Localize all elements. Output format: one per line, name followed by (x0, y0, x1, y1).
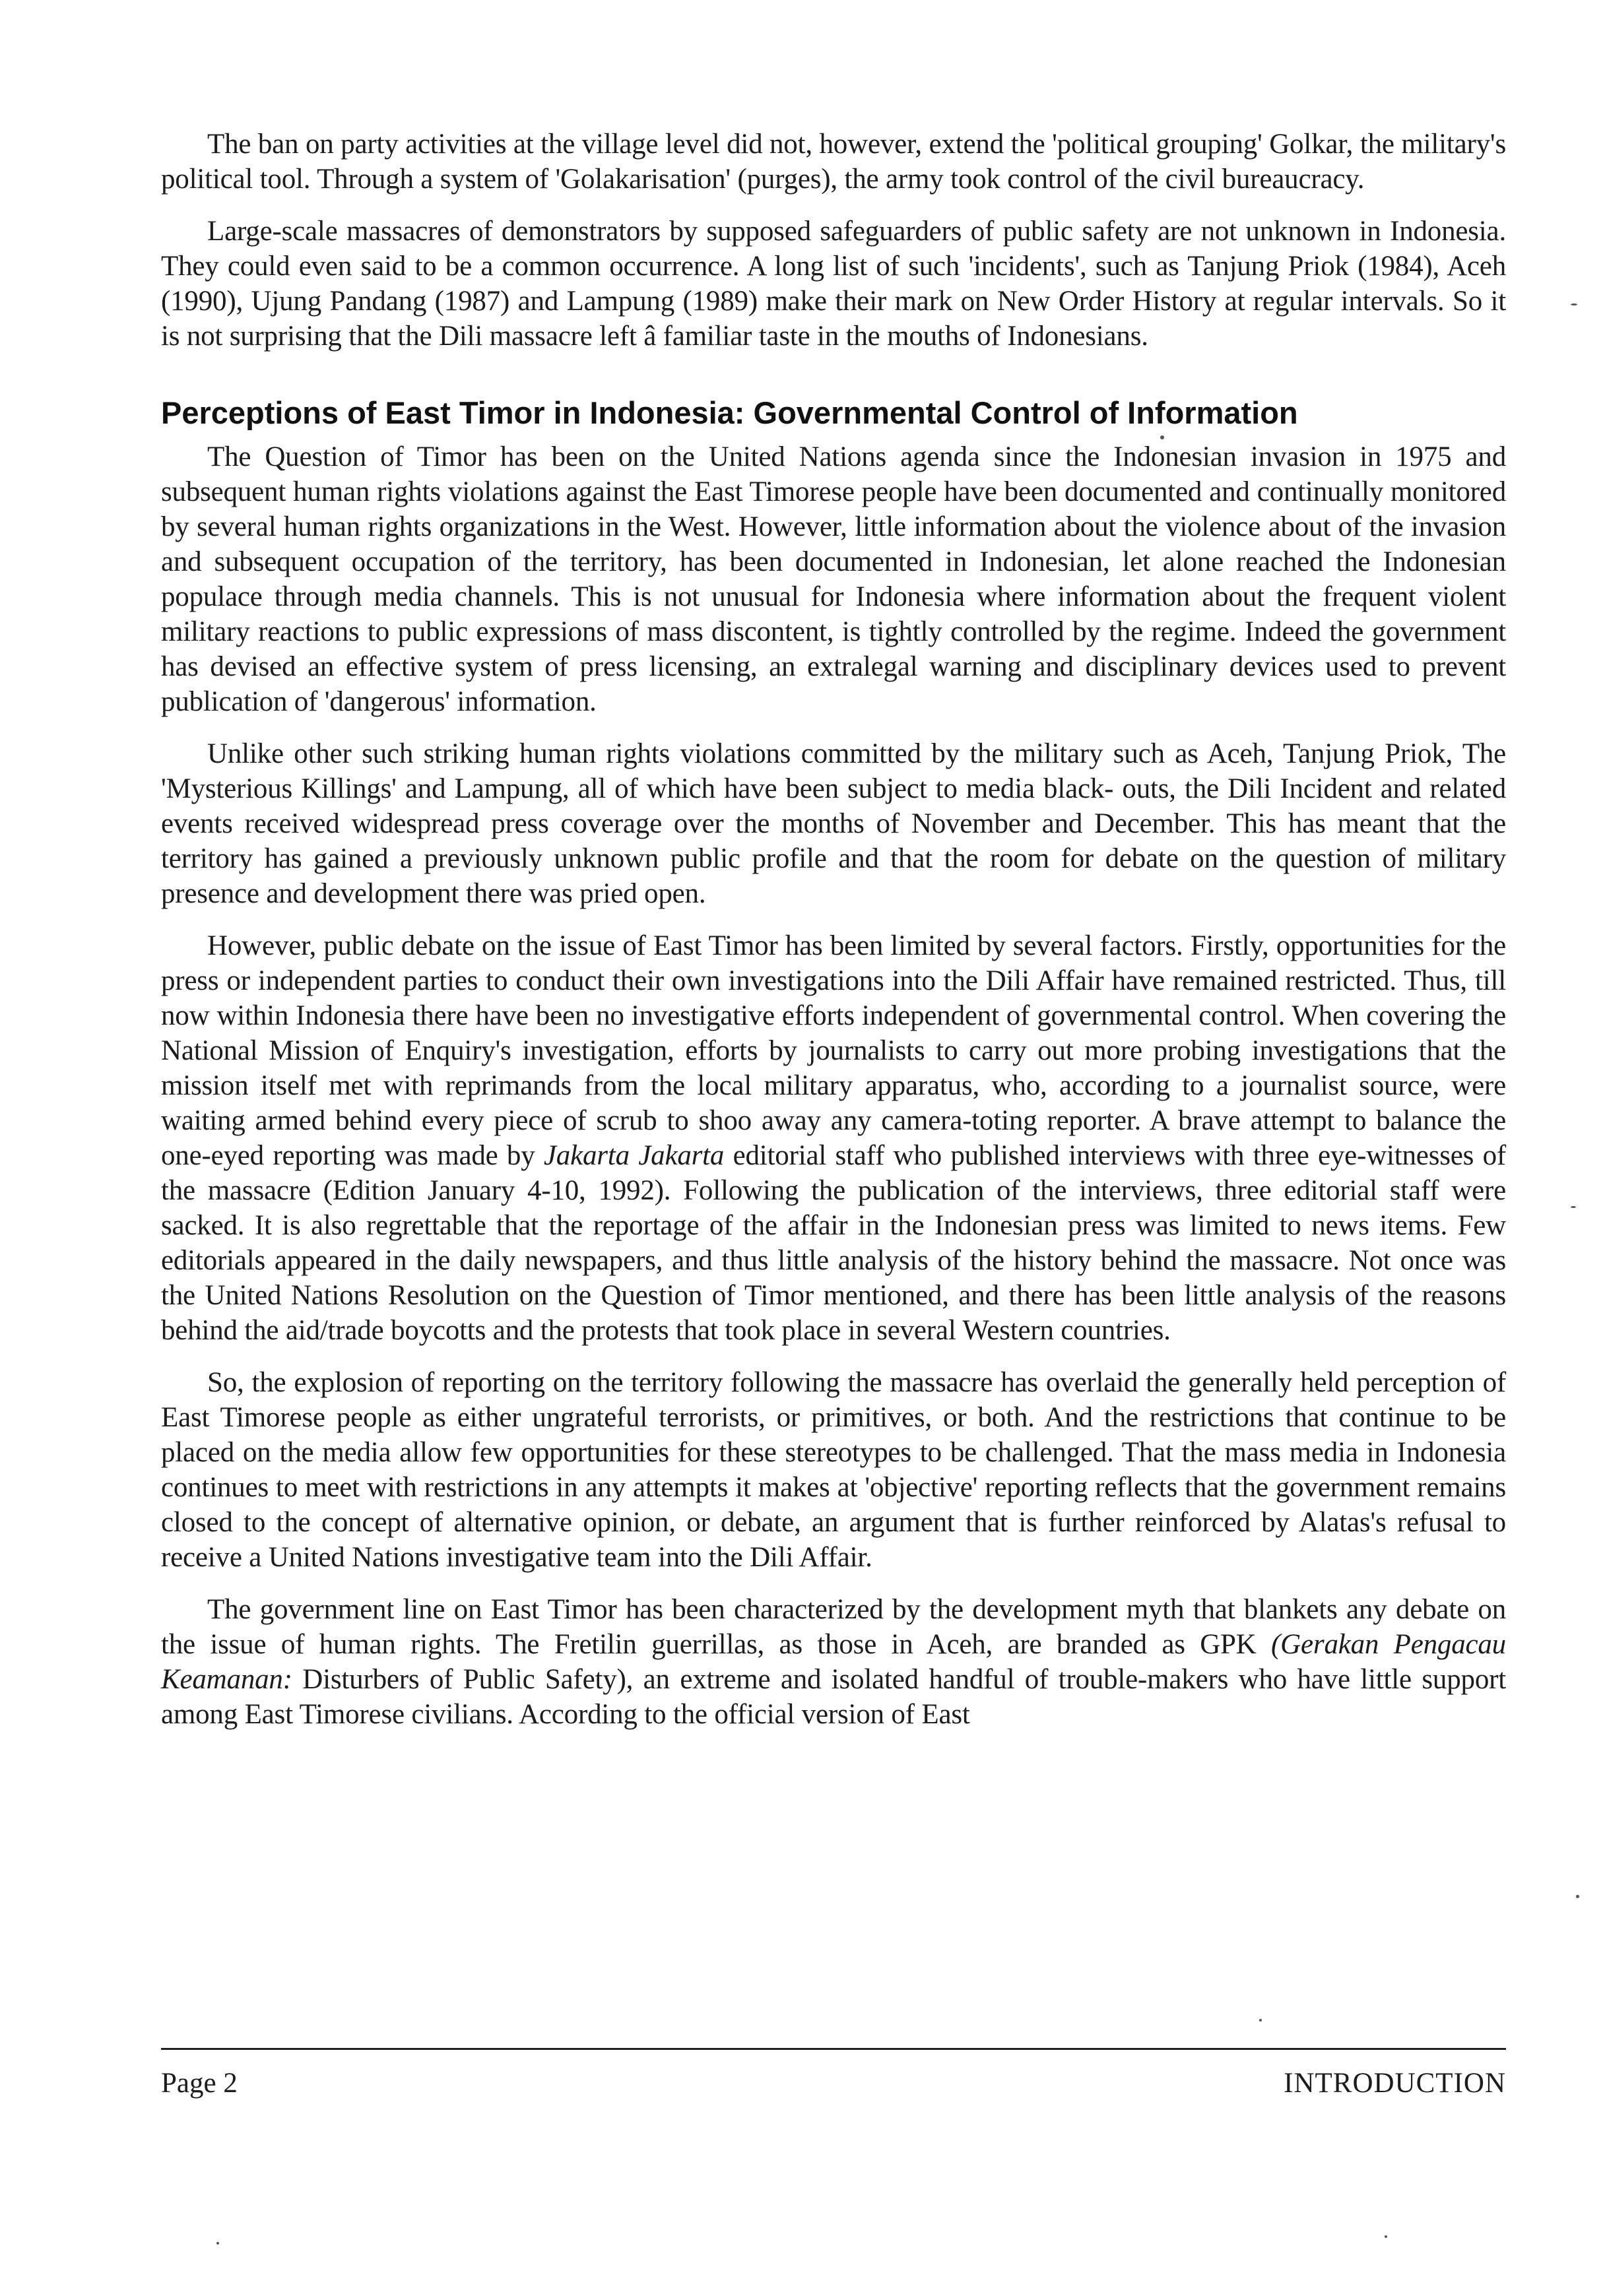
paragraph-government-line-text-b: Disturbers of Public Safety), an extreme and isolated handful of trouble-makers who have little support among East Timorese civilians. According to the official version of East (161, 1664, 1506, 1730)
scan-speck (1571, 303, 1577, 305)
scan-speck (216, 2242, 219, 2245)
paragraph-golkar: The ban on party activities at the village level did not, however, extend the 'political grouping' Golkar, the military's political tool. Through a system of 'Golakarisation' (purges), the army took control of the civil bureaucracy. (161, 129, 1506, 195)
page-footer (161, 2064, 1506, 2103)
paragraph-public-debate (161, 928, 1506, 1348)
running-section-title: INTRODUCTION (1284, 2068, 1506, 2099)
scan-speck (1576, 1895, 1579, 1898)
paragraph-public-debate-text-b: editorial staff who published interviews with three eye-witnesses of the massacre (Edition January 4-10, 1992). Following the publication of the interviews, three editorial staff were sacked. It is also regrettable that the reportage of the affair in the Indonesian press was limited to news items. Few editorials appeared in the daily newspapers, and thus little analysis of the history behind the massacre. Not once was the United Nations Resolution on the Question of Timor mentioned, and there has been little analysis of the reasons behind the aid/trade boycotts and the protests that took place in several Western countries. (161, 1140, 1506, 1346)
scan-speck (1259, 2019, 1262, 2022)
gpk-term: (Gerakan Pengacau Keamanan: (161, 1629, 1506, 1695)
scan-speck (1571, 1206, 1576, 1208)
publication-title-jakarta: Jakarta Jakarta (543, 1140, 725, 1171)
scan-speck (1160, 435, 1164, 439)
footer-rule (161, 2048, 1506, 2050)
paragraph-massacres: Large-scale massacres of demonstrators by supposed safeguarders of public safety are not unknown in Indonesia. They could even said to be a common occurrence. A long list of such 'incidents', such as Tanjung Priok (1984), Aceh (1990), Ujung Pandang (1987) and Lampung (1989) make their mark on New Order History at regular intervals. So it is not surprising that the Dili massacre left â familiar taste in the mouths of Indonesians. (161, 216, 1506, 352)
paragraph-public-debate-text-a: However, public debate on the issue of East Timor has been limited by several factors. Firstly, opportunities for the press or independent parties to conduct their own investigations into the Dili Affair have remained restricted. Thus, till now within Indonesia there have been no investigative efforts independent of governmental control. When covering the National Mission of Enquiry's investigation, efforts by journalists to carry out more probing investigations that the mission itself met with reprimands from the local military apparatus, who, according to a journalist source, were waiting armed behind every piece of scrub to shoo away any camera-toting reporter. A brave attempt to balance the one-eyed reporting was made by (161, 930, 1506, 1171)
section-heading: Perceptions of East Timor in Indonesia: Governmental Control of Information (161, 395, 1298, 430)
paragraph-government-line (161, 1592, 1506, 1732)
page-number: Page 2 (161, 2068, 238, 2099)
paragraph-dili-incident: Unlike other such striking human rights violations committed by the military such as Aceh, Tanjung Priok, The 'Mysterious Killings' and Lampung, all of which have been subject to media black- outs, the Dili Incident and related events received widespread press coverage over the months of November and December. This has meant that the territory has gained a previously unknown public profile and that the room for debate on the question of military presence and development there was pried open. (161, 738, 1506, 909)
text-column (161, 127, 1506, 1749)
paragraph-explosion-of-reporting: So, the explosion of reporting on the territory following the massacre has overlaid the generally held perception of East Timorese people as either ungrateful terrorists, or primitives, or both. And the restrictions that continue to be placed on the media allow few opportunities for these stereotypes to be challenged. That the mass media in Indonesia continues to meet with restrictions in any attempts it makes at 'objective' reporting reflects that the government remains closed to the concept of alternative opinion, or debate, an argument that is further reinforced by Alatas's refusal to receive a United Nations investigative team into the Dili Affair. (161, 1367, 1506, 1573)
paragraph-question-of-timor: The Question of Timor has been on the United Nations agenda since the Indonesian invasion in 1975 and subsequent human rights violations against the East Timorese people have been documented and continually monitored by several human rights organizations in the West. However, little information about the violence about of the invasion and subsequent occupation of the territory, has been documented in Indonesian, let alone reached the Indonesian populace through media channels. This is not unusual for Indonesia where information about the frequent violent military reactions to public expressions of mass discontent, is tightly controlled by the regime. Indeed the government has devised an effective system of press licensing, an extralegal warning and disciplinary devices used to prevent publication of 'dangerous' information. (161, 441, 1506, 717)
scan-speck (1385, 2235, 1387, 2238)
paragraph-government-line-text-a: The government line on East Timor has been characterized by the development myth that blankets any debate on the issue of human rights. The Fretilin guerrillas, as those in Aceh, are branded as GPK (161, 1594, 1506, 1660)
